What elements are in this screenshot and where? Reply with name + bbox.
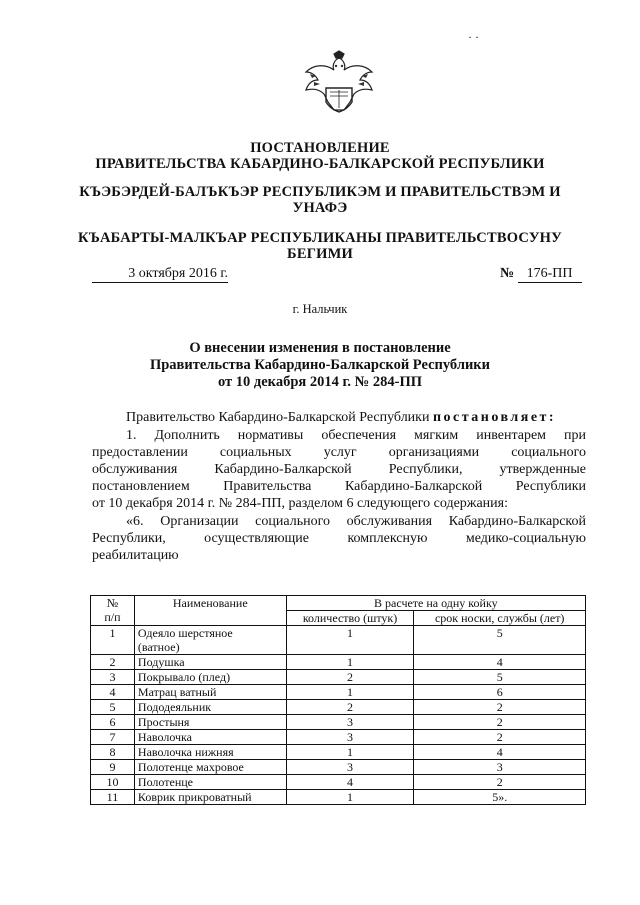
- table-row: [91, 626, 586, 655]
- document-date: [92, 266, 228, 283]
- row-quantity: 2: [286, 700, 414, 715]
- p1-line-1: 1. Дополнить нормативы обеспечения мягким инвентарем при: [126, 428, 586, 443]
- row-quantity: 4: [286, 775, 414, 790]
- row-number: 11: [91, 790, 135, 805]
- document-number: [500, 266, 586, 283]
- row-term: 5».: [414, 790, 586, 805]
- row-term: 4: [414, 745, 586, 760]
- row-term: 2: [414, 715, 586, 730]
- row-quantity: 3: [286, 760, 414, 775]
- header-qty: количество (штук): [286, 611, 414, 626]
- city: г. Нальчик: [292, 302, 348, 316]
- row-number: 10: [91, 775, 135, 790]
- p2-line-1: «6. Организации социального обслуживания Кабардино-Балкарской: [126, 514, 586, 529]
- title-bal-1: КЪАБАРТЫ-МАЛКЪАР РЕСПУБЛИКАНЫ ПРАВИТЕЛЬСТВОСУНУ: [78, 230, 562, 246]
- number-value: 176-ПП: [518, 266, 582, 283]
- row-number: 6: [91, 715, 135, 730]
- row-quantity: 1: [286, 655, 414, 670]
- document-date-text: 3 октября 2016 г.: [128, 266, 228, 281]
- decree-word: постановляет:: [432, 410, 557, 425]
- intro-text: Правительство Кабардино-Балкарской Республики: [126, 410, 430, 425]
- table-row: [91, 685, 586, 700]
- row-term: 3: [414, 760, 586, 775]
- p1-line-3: обслуживания Кабардино-Балкарской Республики, утвержденные: [92, 462, 586, 477]
- p1-line-4: постановлением Правительства Кабардино-Балкарской Республики: [92, 479, 586, 494]
- table-body: [91, 626, 586, 805]
- p1-line-5: от 10 декабря 2014 г. № 284-ПП, разделом 6 следующего содержания:: [92, 496, 508, 511]
- row-item-name: Полотенце: [134, 775, 286, 790]
- intro-line: [126, 410, 556, 426]
- table-row: [91, 700, 586, 715]
- row-number: 8: [91, 745, 135, 760]
- row-item-name: Матрац ватный: [134, 685, 286, 700]
- table-row: [91, 790, 586, 805]
- row-term: 4: [414, 655, 586, 670]
- table-row: [91, 730, 586, 745]
- header-group: В расчете на одну койку: [286, 596, 585, 611]
- p2-line-2: Республики, осуществляющие комплексную медико-социальную: [92, 531, 586, 546]
- row-item-name: Наволочка: [134, 730, 286, 745]
- title-kab-1: КЪЭБЭРДЕЙ-БАЛЪКЪЭР РЕСПУБЛИКЭМ И ПРАВИТЕЛЬСТВЭМ И: [79, 184, 561, 200]
- inventory-table: [90, 595, 586, 805]
- coat-of-arms-icon: [296, 50, 382, 116]
- row-item-name: Одеяло шерстяное (ватное): [134, 626, 286, 655]
- row-quantity: 3: [286, 715, 414, 730]
- row-quantity: 3: [286, 730, 414, 745]
- p1-line-2: предоставлении социальных услуг организациями социального: [92, 445, 586, 460]
- table-row: [91, 670, 586, 685]
- table-row: [91, 715, 586, 730]
- row-number: 2: [91, 655, 135, 670]
- row-item-name: Полотенце махровое: [134, 760, 286, 775]
- header-num: № п/п: [91, 596, 135, 626]
- row-quantity: 1: [286, 685, 414, 700]
- title-kab-2: УНАФЭ: [292, 200, 348, 216]
- row-quantity: 1: [286, 790, 414, 805]
- row-quantity: 2: [286, 670, 414, 685]
- row-quantity: 1: [286, 745, 414, 760]
- scan-marks: · ·: [468, 30, 479, 44]
- row-quantity: 1: [286, 626, 414, 655]
- row-term: 2: [414, 730, 586, 745]
- number-label: №: [500, 266, 515, 281]
- row-term: 5: [414, 670, 586, 685]
- row-term: 6: [414, 685, 586, 700]
- row-term: 2: [414, 700, 586, 715]
- row-number: 5: [91, 700, 135, 715]
- subject-line-2: Правительства Кабардино-Балкарской Республики: [149, 357, 491, 373]
- row-item-name: Подушка: [134, 655, 286, 670]
- title-ru-1: ПОСТАНОВЛЕНИЕ: [250, 140, 390, 156]
- row-number: 1: [91, 626, 135, 655]
- row-number: 4: [91, 685, 135, 700]
- header-name: Наименование: [134, 596, 286, 626]
- header-term: срок носки, службы (лет): [414, 611, 586, 626]
- row-item-name: Коврик прикроватный: [134, 790, 286, 805]
- row-term: 5: [414, 626, 586, 655]
- row-number: 9: [91, 760, 135, 775]
- row-item-name: Простыня: [134, 715, 286, 730]
- table-row: [91, 655, 586, 670]
- row-term: 2: [414, 775, 586, 790]
- p2-line-3: реабилитацию: [92, 548, 179, 563]
- row-number: 7: [91, 730, 135, 745]
- table-row: [91, 775, 586, 790]
- row-number: 3: [91, 670, 135, 685]
- row-item-name: Пододеяльник: [134, 700, 286, 715]
- table-row: [91, 745, 586, 760]
- subject-line-3: от 10 декабря 2014 г. № 284-ПП: [217, 374, 423, 390]
- title-bal-2: БЕГИМИ: [287, 246, 353, 262]
- row-item-name: Покрывало (плед): [134, 670, 286, 685]
- subject-line-1: О внесении изменения в постановление: [189, 340, 451, 356]
- table-row: [91, 760, 586, 775]
- title-ru-2: ПРАВИТЕЛЬСТВА КАБАРДИНО-БАЛКАРСКОЙ РЕСПУБЛИКИ: [95, 156, 545, 172]
- row-item-name: Наволочка нижняя: [134, 745, 286, 760]
